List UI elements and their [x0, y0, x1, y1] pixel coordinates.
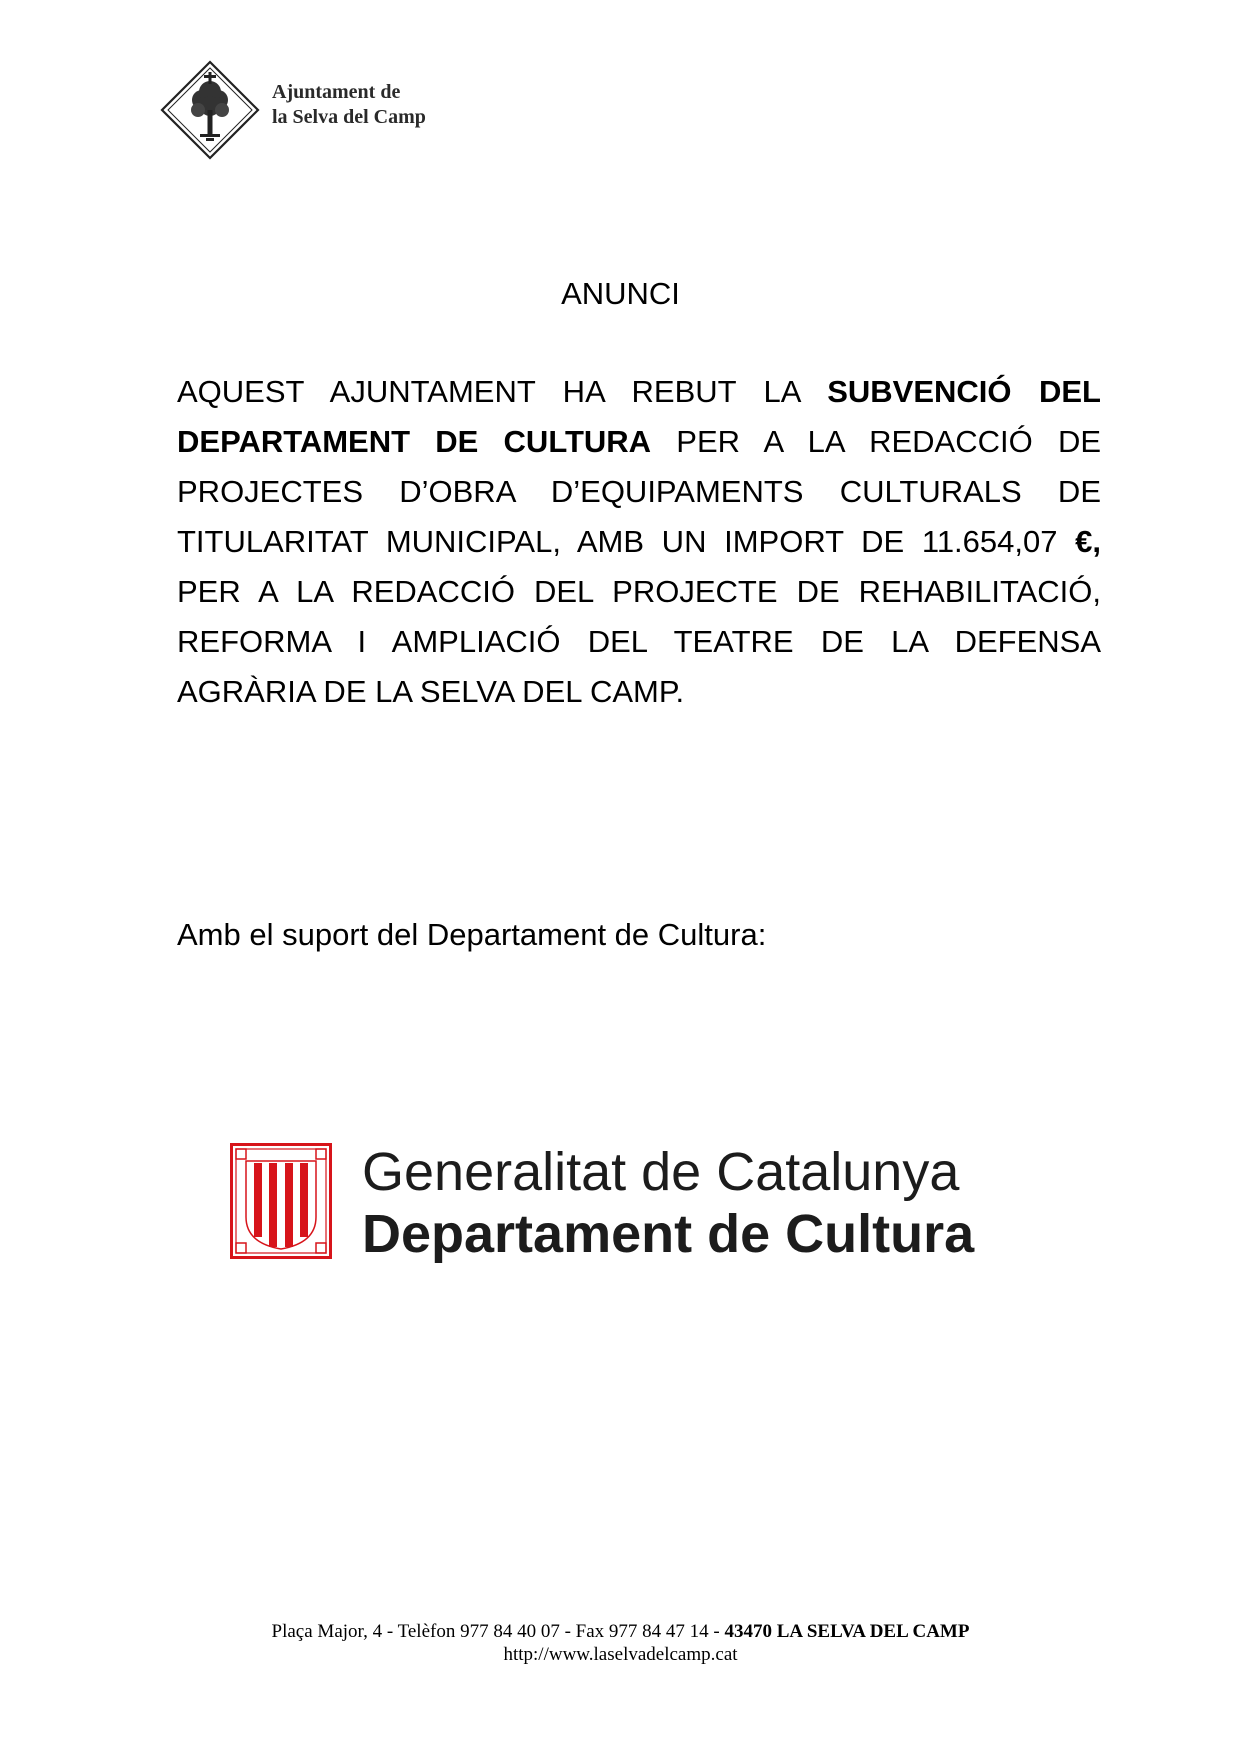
footer-postcode-city: 43470 LA SELVA DEL CAMP [724, 1621, 970, 1642]
municipality-name-line1: Ajuntament de [272, 81, 401, 103]
selva-del-camp-coat-of-arms-icon [160, 60, 260, 160]
body-text-part3: PER A LA REDACCIÓ DEL PROJECTE DE REHABILITACIÓ, REFORMA I AMPLIACIÓ DEL TEATRE DE LA DEFENSA AGRÀRIA DE LA SELVA DEL CAMP. [177, 574, 1101, 709]
body-bold-subvencio: SUBVENCIÓ DEL DEPARTAMENT DE CULTURA [177, 374, 1101, 459]
body-text-part1: AQUEST AJUNTAMENT HA REBUT LA [177, 374, 828, 409]
announcement-body [177, 367, 1101, 717]
generalitat-senyera-icon [230, 1143, 332, 1259]
support-statement: Amb el suport del Departament de Cultura: [177, 917, 767, 952]
body-text-part2: PER A LA REDACCIÓ DE PROJECTES D’OBRA D’EQUIPAMENTS CULTURALS DE TITULARITAT MUNICIPAL, AMB UN IMPORT DE 11.654,07 [177, 424, 1102, 559]
body-bold-currency: €, [1075, 524, 1101, 559]
footer [0, 1620, 1241, 1666]
department-name: Departament de Cultura [362, 1204, 975, 1264]
municipality-name [272, 80, 426, 130]
footer-address [0, 1620, 1241, 1643]
municipality-name-line2: la Selva del Camp [272, 106, 426, 128]
footer-website-link[interactable]: http://www.laselvadelcamp.cat [503, 1644, 738, 1665]
generalitat-name: Generalitat de Catalunya [362, 1142, 960, 1202]
document-title: ANUNCI [561, 276, 680, 311]
footer-address-text: Plaça Major, 4 - Telèfon 977 84 40 07 - Fax 977 84 47 14 - [271, 1621, 725, 1642]
